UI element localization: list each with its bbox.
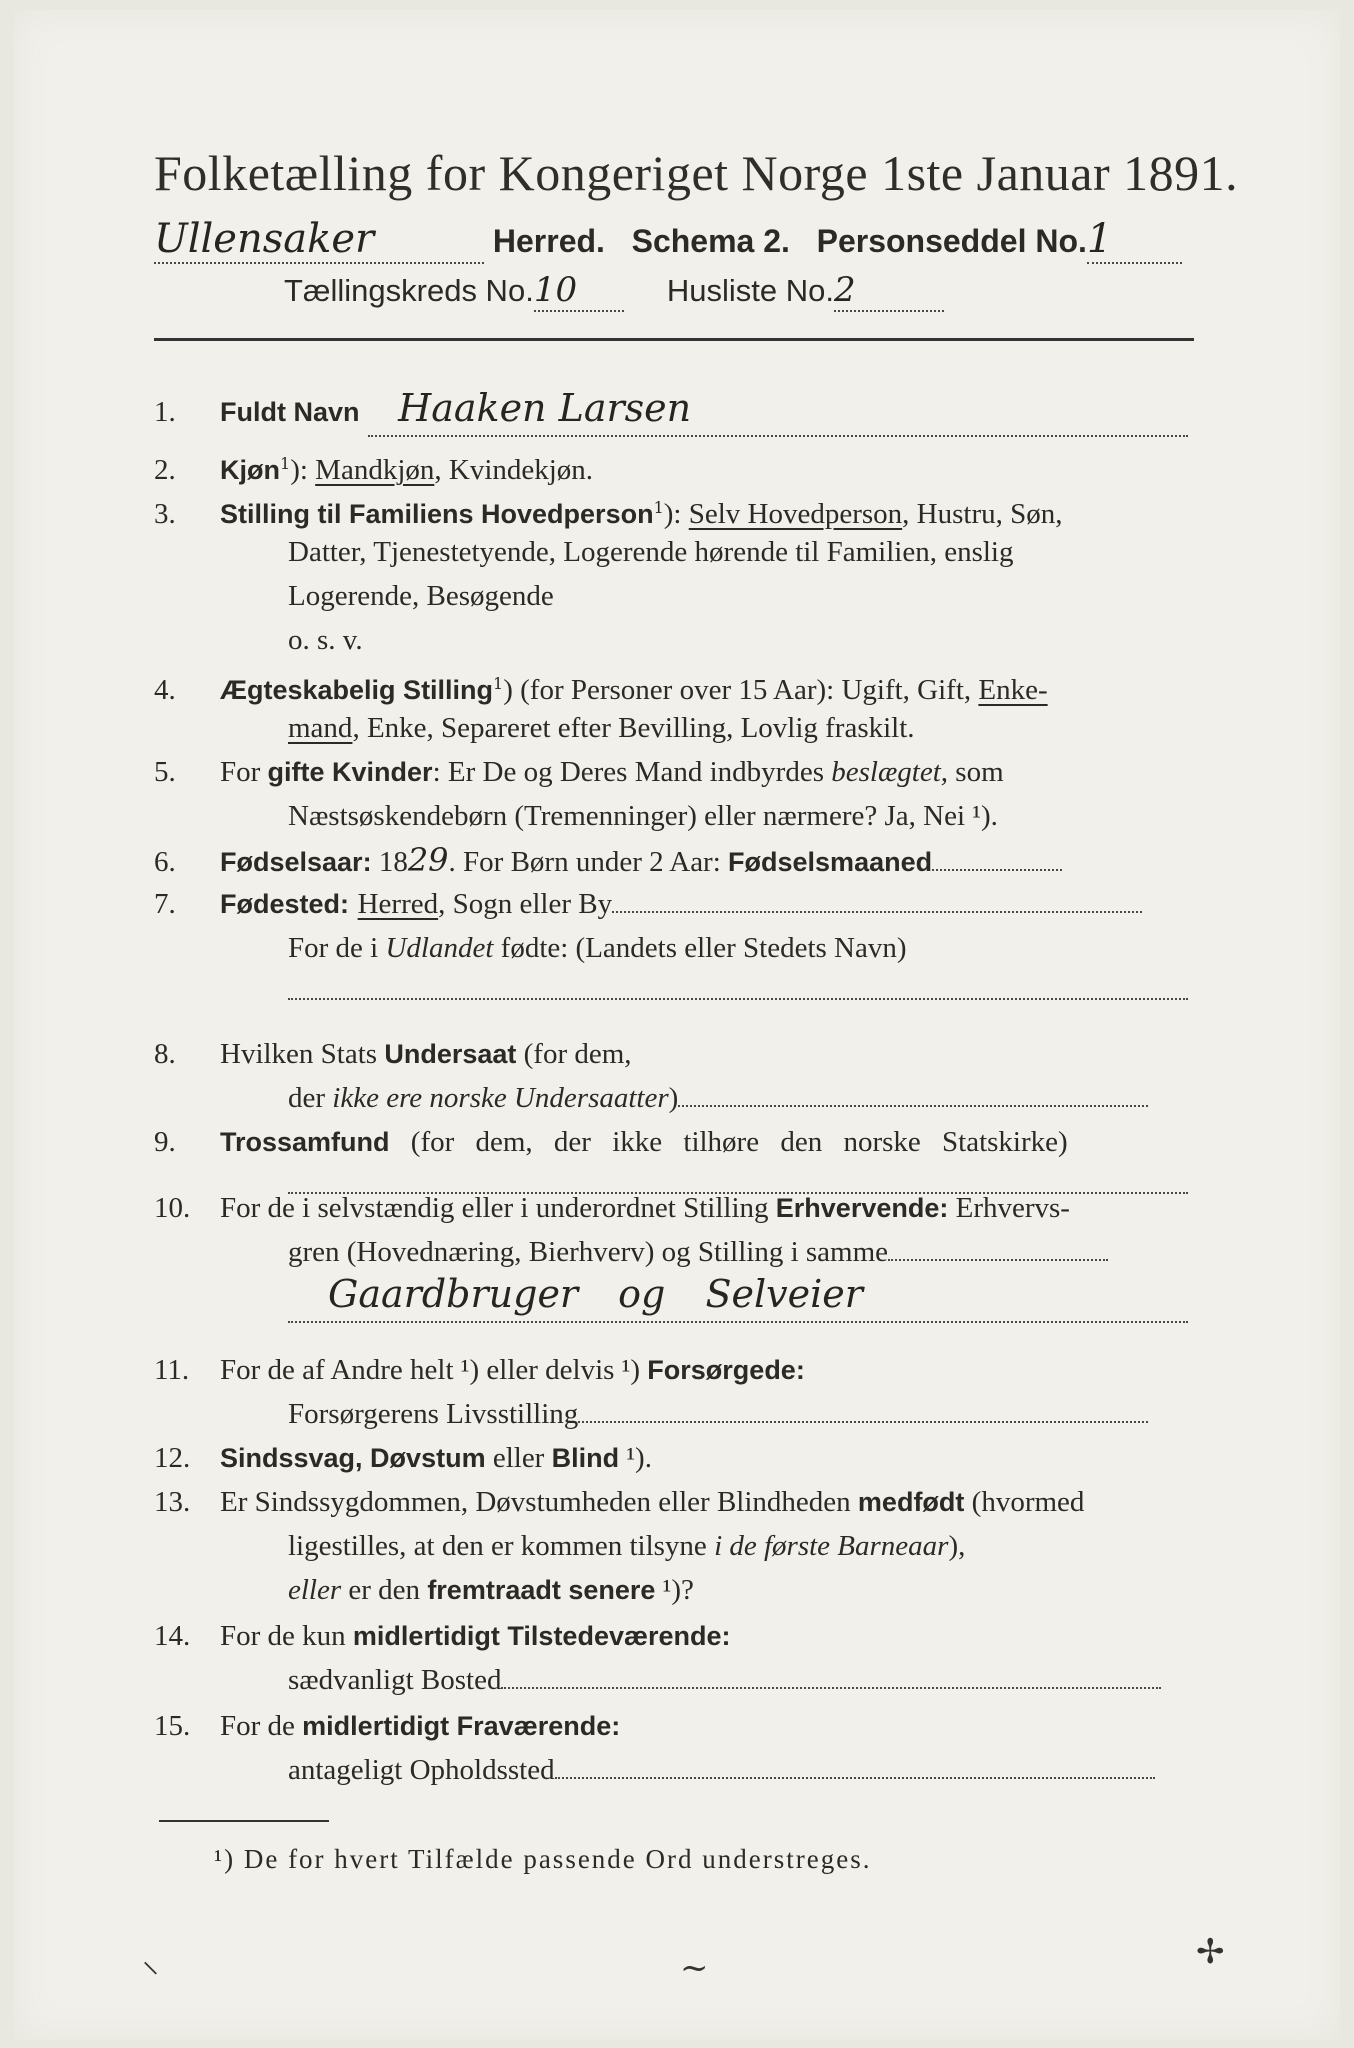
item-text: gren (Hovednæring, Bierhverv) og Stilling i samme <box>288 1236 889 1268</box>
footnote: ¹) De for hvert Tilfælde passende Ord understreges. <box>214 1844 872 1874</box>
item-text: For de af Andre helt ¹) eller delvis ¹) <box>220 1354 648 1386</box>
item-text: Erhvervs- <box>948 1192 1070 1224</box>
item-text: i de første Barneaar <box>714 1530 949 1562</box>
item-3-line3: Logerende, Besøgende <box>288 580 554 612</box>
header-rule <box>154 338 1194 341</box>
item-6 <box>154 838 1194 885</box>
item-7-line2 <box>156 926 1328 971</box>
item-text: ¹). <box>619 1442 652 1474</box>
item-text: For de i <box>288 932 386 964</box>
item-9 <box>154 1120 1194 1165</box>
item-text: , Hustru, Søn, <box>902 498 1063 530</box>
item-text: : Er De og Deres Mand indbyrdes <box>432 756 832 788</box>
herred-name: Ullensaker <box>154 216 375 262</box>
census-form <box>14 10 1340 2040</box>
item-number: 3. <box>154 498 176 530</box>
item-label: Stilling til Familiens Hovedperson <box>220 499 654 529</box>
item-label: Fødselsaar: <box>220 847 372 877</box>
kreds-line <box>284 270 1184 312</box>
item-4-line2 <box>156 706 1328 751</box>
footnote-marker: 1 <box>493 674 504 693</box>
item-number: 8. <box>154 1038 176 1070</box>
item-number: 11. <box>154 1354 190 1386</box>
item-text: ¹)? <box>655 1574 694 1606</box>
item-3-line2: Datter, Tjenestetyende, Logerende hørende til Familien, enslig <box>288 536 1014 568</box>
item-text: For de <box>220 1710 303 1742</box>
item-label: midlertidigt Tilstedeværende: <box>352 1621 731 1651</box>
item-text: (hvormed <box>964 1486 1085 1518</box>
item-label: Forsørgede: <box>647 1355 805 1385</box>
item-label: gifte Kvinder <box>267 757 433 787</box>
footnote-marker: 1 <box>280 454 291 473</box>
item-text: eller <box>288 1574 342 1606</box>
item-text: ) <box>668 1082 679 1114</box>
item-11-line2 <box>156 1392 1328 1437</box>
selected-option: Enke- <box>978 674 1048 706</box>
occupation-value: Gaardbruger og Selveier <box>328 1272 863 1316</box>
item-number: 5. <box>154 756 176 788</box>
item-3-line4: o. s. v. <box>288 624 363 656</box>
husliste-number: 2 <box>834 270 856 310</box>
item-text: , Kvindekjøn. <box>434 454 594 486</box>
item-text: (for dem, <box>516 1038 632 1070</box>
item-label: medfødt <box>857 1487 965 1517</box>
item-text: . For Børn under 2 Aar: <box>448 846 729 878</box>
footnote-rule <box>159 1820 329 1822</box>
item-label: Trossamfund <box>220 1127 390 1157</box>
herred-line <box>154 216 1194 264</box>
item-text: Er Sindssygdommen, Døvstumheden eller Blindheden <box>220 1486 858 1518</box>
personseddel-label: Personseddel No. <box>816 223 1087 259</box>
item-14-line2 <box>156 1658 1328 1703</box>
item-10 <box>154 1186 1194 1231</box>
item-7 <box>154 882 1194 927</box>
husliste-label: Husliste No. <box>666 273 834 308</box>
kreds-label: Tællingskreds No. <box>284 273 534 308</box>
item-10-line3 <box>156 1272 1328 1323</box>
item-text: 18 <box>371 846 408 878</box>
item-text: er den <box>341 1574 428 1606</box>
item-number: 7. <box>154 888 176 920</box>
item-10-line2 <box>156 1230 1328 1275</box>
ink-mark-icon: ⸌ <box>142 1955 159 1995</box>
item-7-line3 <box>156 970 1328 1014</box>
item-text: der <box>288 1082 333 1114</box>
item-11 <box>154 1348 1194 1393</box>
item-label: Kjøn <box>220 455 280 485</box>
item-8 <box>154 1032 1194 1077</box>
item-text: ), <box>948 1530 966 1562</box>
item-number: 2. <box>154 454 176 486</box>
item-text: Hvilken Stats <box>220 1038 385 1070</box>
full-name-value: Haaken Larsen <box>398 386 692 430</box>
personseddel-number: 1 <box>1086 216 1113 262</box>
item-label: Blind <box>551 1443 620 1473</box>
item-text: Udlandet <box>385 932 494 964</box>
item-label: Ægteskabelig Stilling <box>220 675 494 705</box>
item-text: ikke ere norske Undersaatter <box>332 1082 669 1114</box>
item-text: Forsørgerens Livsstilling <box>288 1398 579 1430</box>
item-14 <box>154 1614 1194 1659</box>
item-label: Undersaat <box>384 1039 517 1069</box>
item-text: ): <box>290 454 316 486</box>
item-text: , Enke, Separeret efter Bevilling, Lovlig fraskilt. <box>352 712 915 744</box>
item-5 <box>154 750 1194 795</box>
footnote-marker: 1 <box>653 498 664 517</box>
item-text: ) (for Personer over 15 Aar): Ugift, Gift, <box>503 674 979 706</box>
item-label: Fuldt Navn <box>220 397 360 427</box>
item-number: 15. <box>154 1710 191 1742</box>
item-1 <box>154 386 1194 437</box>
item-text: sædvanligt Bosted <box>288 1664 502 1696</box>
item-3: 3. Stilling til Familiens Hovedperson$^1$): Selv Hovedperson, Hustru, Søn, <box>154 486 1194 537</box>
item-text: , Sogn eller By <box>438 888 613 920</box>
item-number: 1. <box>154 396 176 428</box>
item-label: Sindssvag, Døvstum <box>220 1443 486 1473</box>
item-number: 10. <box>154 1192 191 1224</box>
item-number: 12. <box>154 1442 191 1474</box>
item-number: 4. <box>154 674 176 706</box>
item-label: Fødselsmaaned <box>728 847 933 877</box>
item-number: 14. <box>154 1620 191 1652</box>
item-text: (for dem, der ikke tilhøre den norske Statskirke) <box>389 1126 1068 1158</box>
item-text: For de kun <box>220 1620 353 1652</box>
item-15 <box>154 1704 1194 1749</box>
item-text: For <box>220 756 268 788</box>
ink-mark-icon: ~ <box>680 1948 709 1988</box>
item-label: Erhvervende: <box>775 1193 949 1223</box>
selected-option: Herred <box>357 888 439 920</box>
item-text: beslægtet, <box>831 756 949 788</box>
item-15-line2 <box>156 1748 1328 1793</box>
item-number: 9. <box>154 1126 176 1158</box>
item-text: For de i selvstændig eller i underordnet Stilling <box>220 1192 776 1224</box>
item-text: antageligt Opholdssted <box>288 1754 555 1786</box>
item-text: fødte: (Landets eller Stedets Navn) <box>493 932 907 964</box>
item-text: eller <box>485 1442 552 1474</box>
herred-label: Herred. <box>492 223 605 259</box>
kreds-number: 10 <box>533 270 578 310</box>
item-number: 6. <box>154 846 176 878</box>
item-text: ligestilles, at den er kommen tilsyne <box>288 1530 715 1562</box>
selected-option: mand <box>288 712 353 744</box>
selected-option: Mandkjøn <box>315 454 435 486</box>
item-5-line2: Næstsøskendebørn (Tremenninger) eller nærmere? Ja, Nei ¹). <box>288 800 998 832</box>
ink-mark-icon: ✢ <box>1196 1932 1225 1972</box>
schema-label: Schema 2. <box>631 223 790 259</box>
birth-year-value: 29 <box>407 841 449 879</box>
item-13 <box>154 1480 1194 1525</box>
item-label: Fødested: <box>220 889 350 919</box>
item-number: 13. <box>154 1486 191 1518</box>
item-8-line2 <box>156 1076 1328 1121</box>
item-12 <box>154 1436 1194 1481</box>
item-13-line3 <box>156 1568 1328 1613</box>
item-13-line2 <box>156 1524 1328 1569</box>
item-label: fremtraadt senere <box>427 1575 656 1605</box>
form-title: Folketælling for Kongeriget Norge 1ste Januar 1891. <box>154 145 1239 201</box>
item-text: som <box>948 756 1004 788</box>
selected-option: Selv Hovedperson <box>688 498 903 530</box>
item-label: midlertidigt Fraværende: <box>302 1711 621 1741</box>
